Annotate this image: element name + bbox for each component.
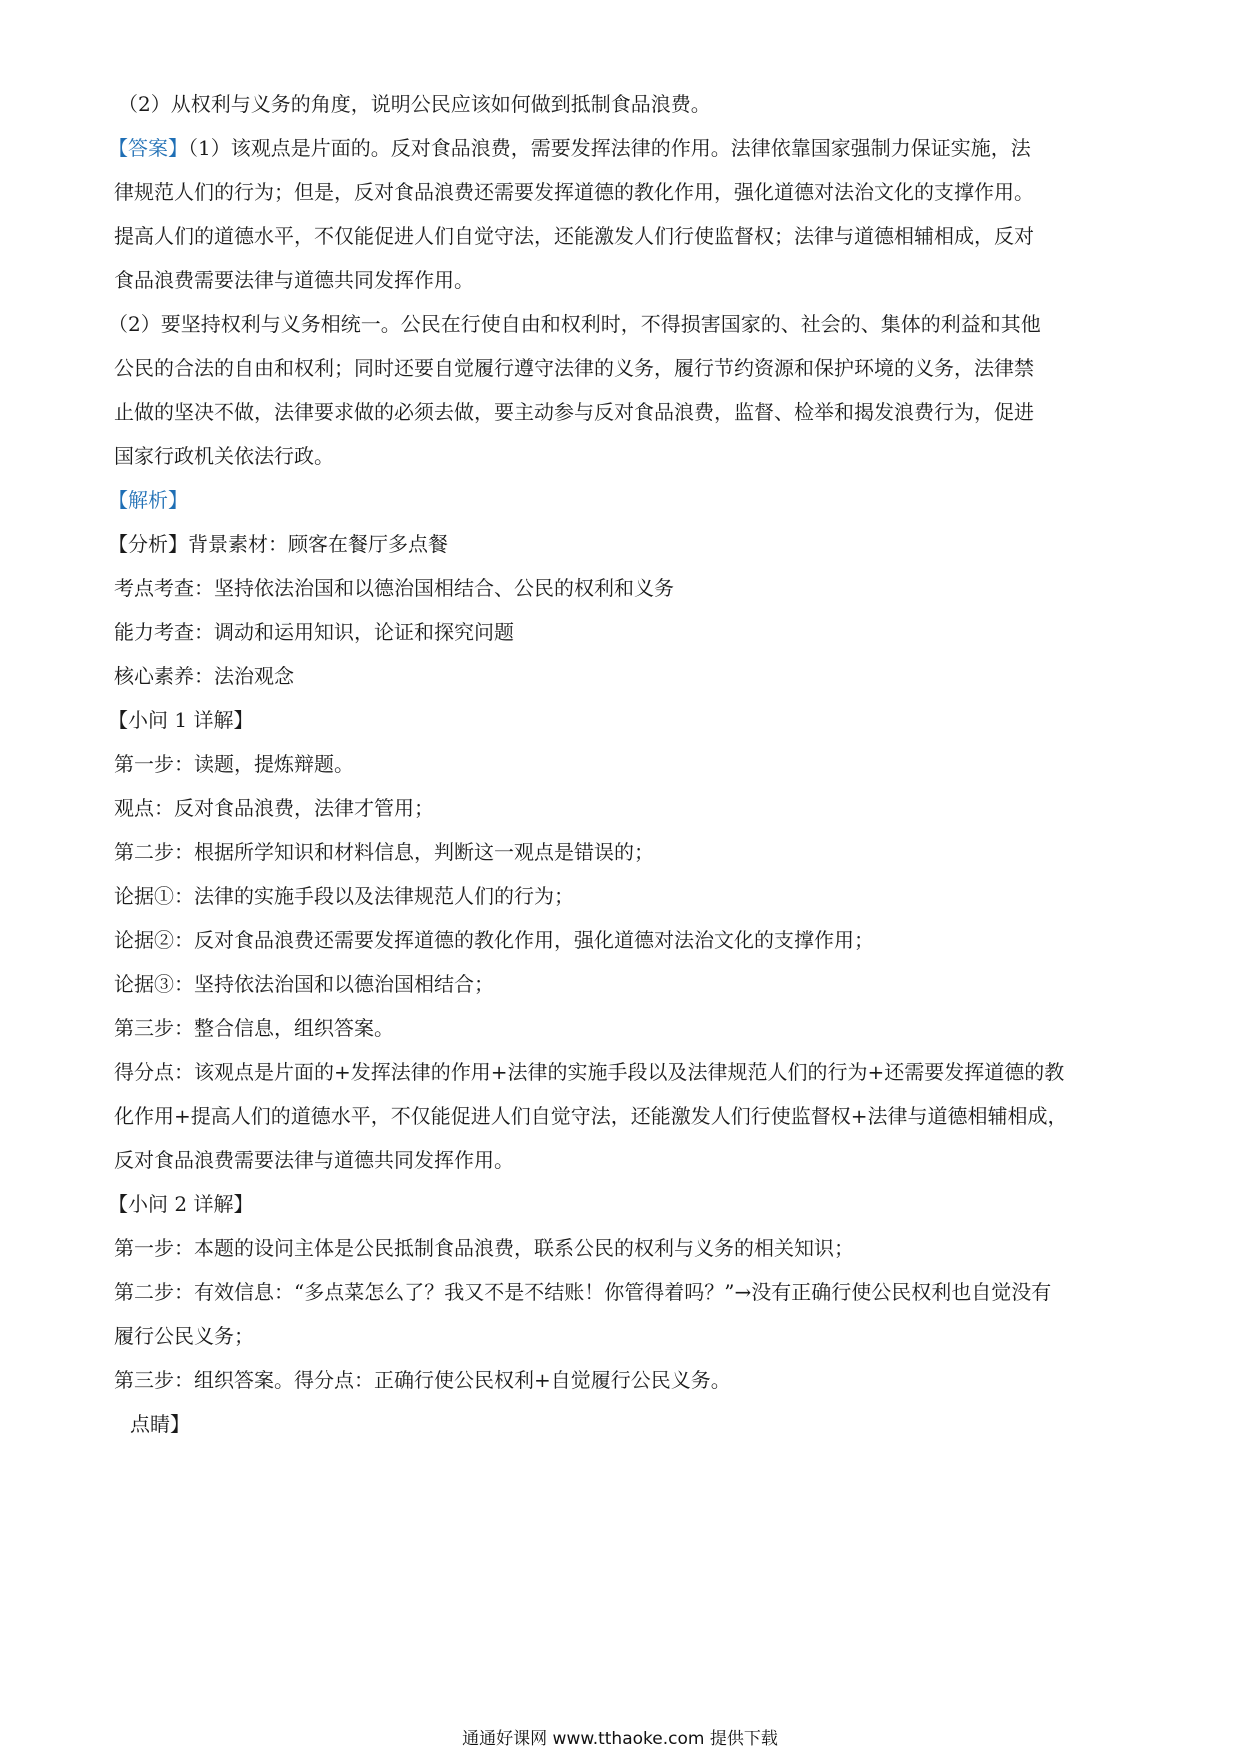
sub-question-1-line: 得分点：该观点是片面的+发挥法律的作用+法律的实施手段以及法律规范人们的行为+还需要发挥道德的教 <box>114 1060 1065 1084</box>
answer-paragraph-1-line-2: 律规范人们的行为；但是，反对食品浪费还需要发挥道德的教化作用，强化道德对法治文化的支撑作用。 <box>114 180 1034 204</box>
analysis-background: 【分析】背景素材：顾客在餐厅多点餐 <box>108 532 448 556</box>
answer-paragraph-2-line-3: 止做的坚决不做，法律要求做的必须去做，要主动参与反对食品浪费，监督、检举和揭发浪费行为，促进 <box>114 400 1034 424</box>
sub-question-1-line: 第一步：读题，提炼辩题。 <box>114 752 354 776</box>
sub-question-1-line: 化作用+提高人们的道德水平，不仅能促进人们自觉守法，还能激发人们行使监督权+法律与道德相辅相成， <box>114 1104 1068 1128</box>
sub-question-1-line: 反对食品浪费需要法律与道德共同发挥作用。 <box>114 1148 514 1172</box>
analysis-tag: 【解析】 <box>108 488 188 512</box>
sub-question-2-line: 第一步：本题的设问主体是公民抵制食品浪费，联系公民的权利与义务的相关知识； <box>114 1236 854 1260</box>
answer-paragraph-2-line-2: 公民的合法的自由和权利；同时还要自觉履行遵守法律的义务，履行节约资源和保护环境的义务，法律禁 <box>114 356 1034 380</box>
analysis-kaodian: 考点考查：坚持依法治国和以德治国相结合、公民的权利和义务 <box>114 576 674 600</box>
answer-paragraph-1-line-4: 食品浪费需要法律与道德共同发挥作用。 <box>114 268 474 292</box>
sub-question-1-line: 论据①：法律的实施手段以及法律规范人们的行为； <box>114 884 574 908</box>
analysis-nengli: 能力考查：调动和运用知识，论证和探究问题 <box>114 620 514 644</box>
dianjing-heading: 点睛】 <box>130 1412 190 1436</box>
sub-question-1-line: 观点：反对食品浪费，法律才管用； <box>114 796 434 820</box>
sub-question-2-title: 【小问 2 详解】 <box>108 1192 254 1216</box>
analysis-suyang: 核心素养：法治观念 <box>114 664 294 688</box>
page-footer: 通通好课网 www.tthaoke.com 提供下载 <box>462 1729 778 1749</box>
answer-paragraph-1-line-1 <box>108 134 1120 162</box>
sub-question-2-line: 第三步：组织答案。得分点：正确行使公民权利+自觉履行公民义务。 <box>114 1368 731 1392</box>
sub-question-1-title: 【小问 1 详解】 <box>108 708 254 732</box>
answer-paragraph-2-line-1: （2）要坚持权利与义务相统一。公民在行使自由和权利时，不得损害国家的、社会的、集体的利益和其他 <box>108 312 1041 336</box>
answer-text: （1）该观点是片面的。反对食品浪费，需要发挥法律的作用。法律依靠国家强制力保证实施，法 <box>188 136 1031 160</box>
question-2-prompt: （2）从权利与义务的角度，说明公民应该如何做到抵制食品浪费。 <box>118 92 711 116</box>
sub-question-1-line: 第二步：根据所学知识和材料信息，判断这一观点是错误的； <box>114 840 654 864</box>
answer-paragraph-1-line-3: 提高人们的道德水平，不仅能促进人们自觉守法，还能激发人们行使监督权；法律与道德相辅相成，反对 <box>114 224 1034 248</box>
sub-question-2-line: 履行公民义务； <box>114 1324 254 1348</box>
sub-question-1-line: 论据③：坚持依法治国和以德治国相结合； <box>114 972 494 996</box>
answer-paragraph-2-line-4: 国家行政机关依法行政。 <box>114 444 334 468</box>
sub-question-1-line: 第三步：整合信息，组织答案。 <box>114 1016 394 1040</box>
sub-question-1-line: 论据②：反对食品浪费还需要发挥道德的教化作用，强化道德对法治文化的支撑作用； <box>114 928 874 952</box>
sub-question-2-line: 第二步：有效信息：“多点菜怎么了？我又不是不结账！你管得着吗？”→没有正确行使公民权利也自觉没有 <box>114 1280 1052 1304</box>
answer-tag: 【答案】 <box>108 136 188 160</box>
